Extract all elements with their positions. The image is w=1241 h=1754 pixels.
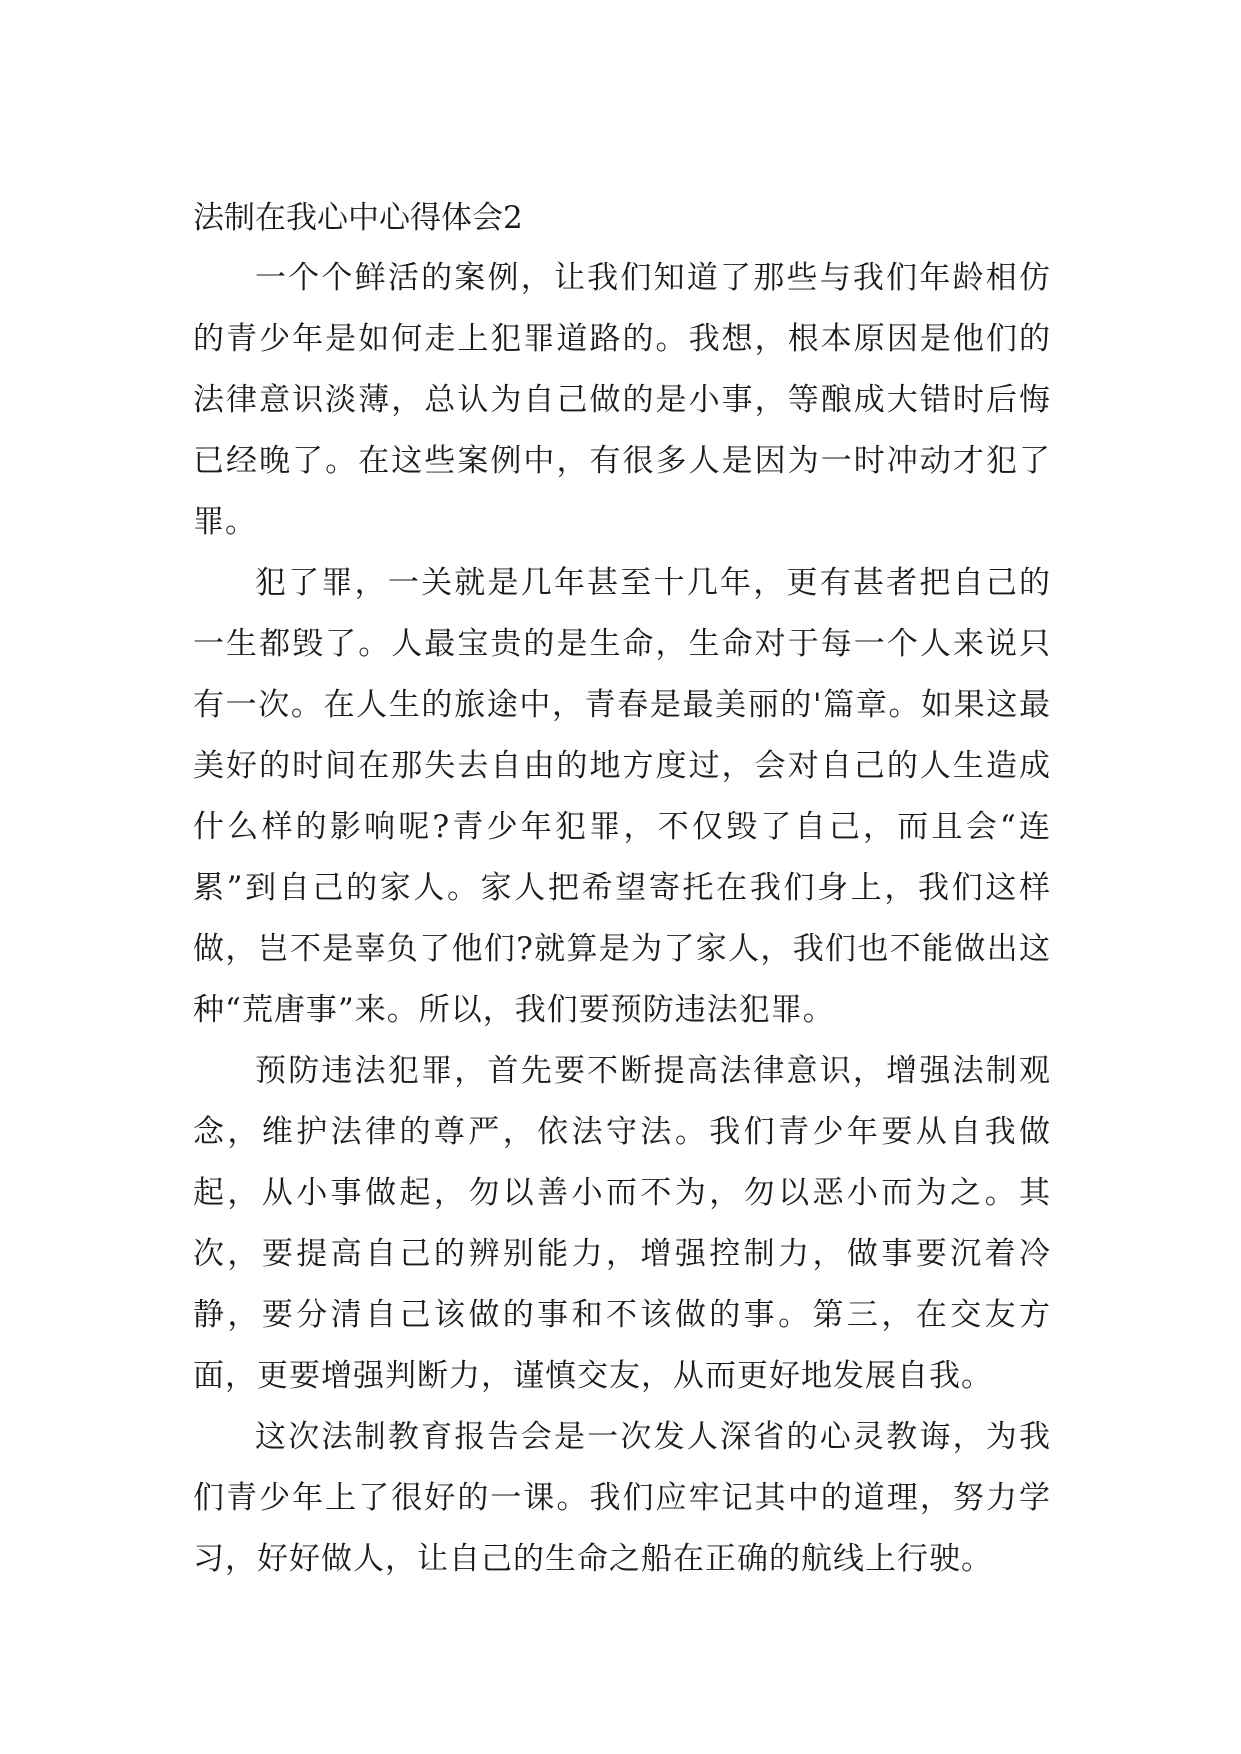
- paragraph-1: 一个个鲜活的案例，让我们知道了那些与我们年龄相仿的青少年是如何走上犯罪道路的。我想，根本原因是他们的法律意识淡薄，总认为自己做的是小事，等酿成大错时后悔已经晚了。在这些案例中，有很多人是因为一时冲动才犯了罪。: [193, 260, 1051, 540]
- document-body: [193, 188, 1051, 1590]
- paragraph-4: 这次法制教育报告会是一次发人深省的心灵教诲，为我们青少年上了很好的一课。我们应牢记其中的道理，努力学习，好好做人，让自己的生命之船在正确的航线上行驶。: [193, 1419, 1051, 1577]
- paragraph-2: 犯了罪，一关就是几年甚至十几年，更有甚者把自己的一生都毁了。人最宝贵的是生命，生命对于每一个人来说只有一次。在人生的旅途中，青春是最美丽的'篇章。如果这最美好的时间在那失去自由的地方度过，会对自己的人生造成什么样的影响呢?青少年犯罪，不仅毁了自己，而且会“连累”到自己的家人。家人把希望寄托在我们身上，我们这样做，岂不是辜负了他们?就算是为了家人，我们也不能做出这种“荒唐事”来。所以，我们要预防违法犯罪。: [193, 565, 1051, 1028]
- paragraph-3: 预防违法犯罪，首先要不断提高法律意识，增强法制观念，维护法律的尊严，依法守法。我们青少年要从自我做起，从小事做起，勿以善小而不为，勿以恶小而为之。其次，要提高自己的辨别能力，增强控制力，做事要沉着冷静，要分清自己该做的事和不该做的事。第三，在交友方面，更要增强判断力，谨慎交友，从而更好地发展自我。: [193, 1053, 1051, 1394]
- document-title: 法制在我心中心得体会2: [193, 200, 523, 236]
